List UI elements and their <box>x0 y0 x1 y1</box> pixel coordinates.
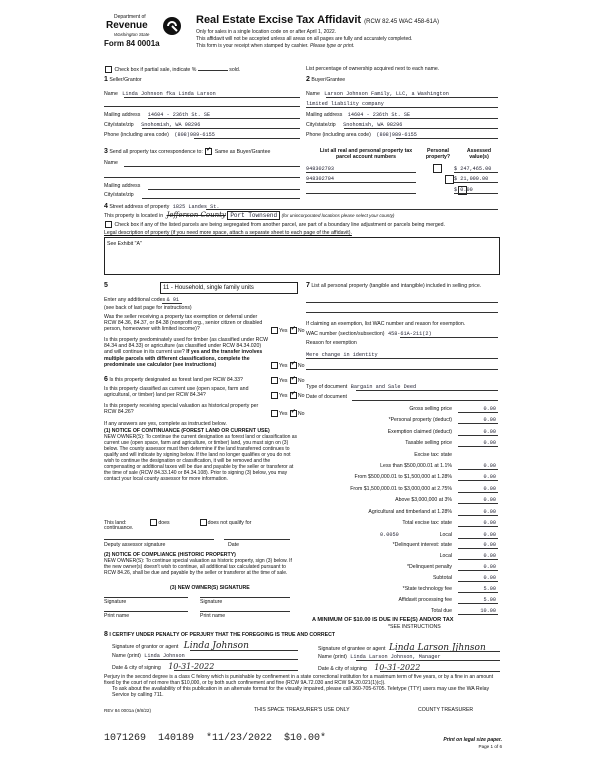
grantor-name[interactable]: Linda Johnson <box>144 653 185 659</box>
calc-label: Taxable selling price <box>405 440 452 447</box>
calc-value[interactable]: 0.00 <box>483 542 496 548</box>
segregated-row: Check box if any of the listed parcels are being segregated from another parcel, are part of a boundary line adjustment or parcels being merged. <box>104 221 504 228</box>
buyer-city-row: City/state/zip Snohomish, WA 98296 <box>306 122 403 128</box>
personal-property-row: 7 List all personal property (tangible and intangible) included in selling price. <box>306 282 482 289</box>
timber-question: Is this property predominately used for timber (as classified under RCW 84.34 and 84.33) or agriculture (as classified under RCW 84.34.020) and will continue in its current use? If yes and the transfer involves multiple parcels with different classifications, complete the predominate use calculator (see instructions) <box>104 337 269 368</box>
grantor-date[interactable]: 10-31-2022 <box>168 662 215 671</box>
calc-label: From $500,000.01 to $1,500,000 at 1.28% <box>354 474 452 481</box>
calc-value[interactable]: 0.00 <box>483 474 496 481</box>
local-label: Local <box>439 532 452 538</box>
legal-description-box[interactable] <box>104 237 500 275</box>
calc-value[interactable]: 0.00 <box>483 485 496 492</box>
wac-row: WAC number (section/subsection) 458-61A-211(2) <box>306 331 432 337</box>
land-does-checkbox[interactable] <box>150 519 157 526</box>
legal-desc-label: Legal description of property (if you need more space, attach a separate sheet to each page of the affidavit). <box>104 230 352 236</box>
calc-value[interactable]: 5.00 <box>483 586 496 592</box>
segregated-checkbox[interactable] <box>105 221 112 228</box>
seller-name-row: Name Linda Johnson fka Linda Larson <box>104 91 216 97</box>
cashier-stamp: 1071269 140189 *11/23/2022 $10.00* <box>104 733 327 744</box>
parcel-number-1[interactable]: 948302703 <box>306 166 335 172</box>
forest-no-checkbox[interactable] <box>290 377 297 384</box>
dept-line1: Department of <box>114 14 146 20</box>
assessed-value-3[interactable]: $ 0.00 <box>454 187 473 193</box>
owner-print-label-1: Print name <box>104 613 130 619</box>
certify-heading: 8 I CERTIFY UNDER PENALTY OF PERJURY THAT THE FOREGOING IS TRUE AND CORRECT <box>104 631 336 638</box>
corr-mailing-label: Mailing address <box>104 183 141 189</box>
calc-label: Less than $500,000.01 at 1.1% <box>380 463 452 469</box>
owner-signature-label-1: Signature <box>104 599 127 605</box>
calc-label: Exemption claimed (deduct) <box>387 428 452 435</box>
exempt-no-checkbox[interactable] <box>290 327 297 334</box>
grantee-signature[interactable]: Linda Larson Jjhnson <box>388 643 486 653</box>
local-value[interactable]: 0.00 <box>483 532 496 538</box>
buyer-name2[interactable]: limited liability company <box>306 101 384 107</box>
calc-label: *State technology fee <box>402 586 452 592</box>
legal-description-value: See Exhibit "A" <box>107 241 142 247</box>
calc-value[interactable]: 0.00 <box>483 564 496 570</box>
calc-value[interactable]: 10.00 <box>480 608 496 614</box>
calc-value[interactable]: 5.00 <box>483 597 496 603</box>
see-instructions: *SEE INSTRUCTIONS <box>388 624 441 630</box>
seller-city-row: City/state/zip Snohomish, WA 98296 <box>104 122 201 128</box>
calc-value[interactable]: 0.00 <box>483 463 496 469</box>
this-land-row: This land: does does not qualify for <box>104 519 252 526</box>
minimum-due: A MINIMUM OF $10.00 IS DUE IN FEE(S) AND/OR TAX <box>312 617 454 623</box>
calc-value[interactable]: 0.00 <box>483 508 496 515</box>
forest-yes-checkbox[interactable] <box>271 377 278 384</box>
partial-sale-checkbox[interactable] <box>105 66 112 73</box>
calc-label: Total excise tax: state <box>402 520 452 526</box>
grantee-date[interactable]: 10-31-2022 <box>374 663 421 672</box>
seller-mailing-row: Mailing address 14604 - 236th St. SE <box>104 112 211 118</box>
calc-label: *Personal property (deduct) <box>388 417 452 424</box>
current-use-no-checkbox[interactable] <box>290 392 297 399</box>
page-number: Page 1 of 6 <box>478 744 502 749</box>
legal-paper-note: Print on legal size paper. <box>443 737 502 743</box>
calc-value[interactable]: 0.00 <box>483 497 496 504</box>
calc-label: Subtotal <box>432 575 452 581</box>
seller-phone-row: Phone (including area code) (808)989-6155 <box>104 132 215 138</box>
exempt-yes-no: Yes ✓ No <box>270 327 305 334</box>
timber-no-checkbox[interactable] <box>290 362 297 369</box>
current-use-question: Is this property classified as current use (open space, farm and agricultural, or timber) land per RCW 84.34? <box>104 386 249 399</box>
buyer-name1[interactable]: Larson Johnson Family, LLC, a Washington <box>324 91 449 97</box>
calc-label: Gross selling price <box>409 406 452 412</box>
form-number: Form 84 0001a <box>104 39 160 48</box>
grantee-date-row: Date & city of signing 10-31-2022 <box>318 663 421 672</box>
corr-name-label: Name <box>104 160 118 166</box>
calc-label: *Delinquent interest: state <box>392 542 452 548</box>
street-address[interactable]: 1825 Landes St. <box>172 204 220 210</box>
calc-value[interactable]: 0.00 <box>483 417 496 424</box>
buyer-mailing-row: Mailing address 14604 - 236th St. SE <box>306 112 411 118</box>
buyer-heading: 2 Buyer/Grantee <box>306 76 346 83</box>
rev-number: REV 84 0001a (9/8/22) <box>104 708 152 713</box>
seller-name[interactable]: Linda Johnson fka Linda Larson <box>122 91 216 97</box>
percent-note: List percentage of ownership acquired next to each name. <box>306 66 440 72</box>
seller-mailing[interactable]: 14604 - 236th St. SE <box>147 112 211 118</box>
grantor-name-row: Name (print) Linda Johnson <box>112 653 185 659</box>
perjury-note: Perjury in the second degree is a class C felony which is punishable by confinement in a state correctional institution for a maximum term of five years, or by a fine in an amount fixed by the court of not more than $10,000, or by both such confinement and fine (RCW 9A.72.030 and RCW 9A.20.021(1)(c)). <box>104 674 494 686</box>
new-owner-heading: (3) NEW OWNER(S) SIGNATURE <box>170 585 250 591</box>
add-codes-value[interactable]: & 91 <box>166 297 180 303</box>
current-use-yes-checkbox[interactable] <box>271 392 278 399</box>
calc-value[interactable]: 0.00 <box>483 428 496 435</box>
calc-value[interactable]: 0.00 <box>483 406 496 412</box>
section5-num: 5 <box>104 282 108 289</box>
wac-number[interactable]: 458-61A-211(2) <box>387 331 432 337</box>
deputy-sig-label: Deputy assessor signature <box>104 542 166 548</box>
forest-yes-no: Yes ✓ No <box>270 377 305 384</box>
reason-value[interactable]: Mere change in identity <box>306 352 378 358</box>
calc-value[interactable]: 0.00 <box>483 520 496 526</box>
assessed-col-header: Assessed value(s) <box>466 148 492 161</box>
local-rate[interactable]: 0.0050 <box>380 532 399 538</box>
same-as-buyer-checkbox[interactable] <box>205 148 212 155</box>
if-yes-note: If any answers are yes, complete as instructed below. <box>104 421 227 427</box>
parcel-number-2[interactable]: 948302704 <box>306 176 335 182</box>
grantee-sig-row: Signature of grantee or agent Linda Larson Jjhnson <box>318 643 486 653</box>
seller-city[interactable]: Snohomish, WA 98296 <box>141 122 201 128</box>
add-codes-row: Enter any additional codes & 91 <box>104 297 180 303</box>
grantee-name[interactable]: Linda Larson Johnson, Manager <box>350 654 441 660</box>
notice1-heading: (1) NOTICE OF CONTINUANCE (FOREST LAND OR CURRENT USE) <box>104 428 270 434</box>
calc-label: Excise tax: state <box>414 451 452 458</box>
seller-phone[interactable]: (808)989-6155 <box>174 132 215 138</box>
land-use-select[interactable] <box>160 282 298 294</box>
calc-label: From $1,500,000.01 to $3,000,000 at 2.75% <box>350 485 452 492</box>
calc-label: Above $3,000,000 at 3% <box>395 497 452 504</box>
dept-line3: Washington State <box>114 32 150 37</box>
historic-question: Is this property receiving special valuation as historical property per RCW 84.26? <box>104 403 259 416</box>
treasurer-only: THIS SPACE TREASURER'S USE ONLY <box>254 707 350 713</box>
dor-logo <box>104 14 184 52</box>
exempt-question: Was the seller receiving a property tax exemption or deferral under RCW 84.36, 84.37, or 84.38 (nonprofit org., senior citizen or disabled person, homeowner with limited income)? <box>104 314 263 333</box>
dept-line2: Revenue <box>106 20 148 31</box>
buyer-phone-row: Phone (including area code) (808)989-6155 <box>306 132 417 138</box>
exempt-claim-label: If claiming an exemption, list WAC number and reason for exemption. <box>306 321 466 327</box>
historic-yes-no: Yes ✓ No <box>270 410 305 417</box>
buyer-name-row: Name Larson Johnson Family, LLC, a Washington <box>306 91 449 97</box>
street-row: 4 Street address of property 1825 Landes St. <box>104 203 220 210</box>
notice2-heading: (2) NOTICE OF COMPLIANCE (HISTORIC PROPERTY) <box>104 552 236 558</box>
assessed-value-2[interactable]: $ 21,000.00 <box>454 176 489 182</box>
doc-date-label: Date of document <box>306 394 347 400</box>
parcel-col-header: List all real and personal property tax parcel account numbers <box>319 148 413 161</box>
grantor-signature[interactable]: Linda Johnson <box>183 641 249 651</box>
continuance-label: continuance. <box>104 525 134 531</box>
personal-property-checkbox-1[interactable] <box>433 164 442 173</box>
calc-label: Affidavit processing fee <box>398 597 452 603</box>
located-city[interactable]: Port Townsend <box>227 211 280 220</box>
county-treasurer: COUNTY TREASURER <box>418 707 474 713</box>
historic-no-checkbox[interactable] <box>290 410 297 417</box>
reason-label: Reason for exemption <box>306 340 357 346</box>
current-use-yes-no: Yes ✓ No <box>270 392 305 399</box>
calc-value[interactable]: 0.00 <box>483 575 496 581</box>
land-does-not-checkbox[interactable] <box>200 519 207 526</box>
corr-city-label: City/state/zip <box>104 192 134 198</box>
buyer-mailing[interactable]: 14604 - 236th St. SE <box>347 112 411 118</box>
historic-yes-checkbox[interactable] <box>271 410 278 417</box>
grantor-sig-row: Signature of grantor or agent Linda Johnson <box>112 641 249 651</box>
doc-type-row: Type of document Bargain and Sale Deed <box>306 384 417 390</box>
located-county-handwritten[interactable]: Jefferson County <box>166 211 226 219</box>
forest-question: 6 Is this property designated as forest land per RCW 84.33? <box>104 376 243 383</box>
calc-value[interactable]: 0.00 <box>483 440 496 447</box>
deputy-date-label: Date <box>228 542 239 548</box>
owner-print-label-2: Print name <box>200 613 226 619</box>
seller-heading: 1 Seller/Grantor <box>104 76 142 83</box>
land-use-value: 11 - Household, single family units <box>163 285 254 291</box>
partial-sale-row: Check box if partial sale, indicate % sold. <box>104 66 240 73</box>
buyer-city[interactable]: Snohomish, WA 98296 <box>343 122 403 128</box>
owner-signature-label-2: Signature <box>200 599 223 605</box>
correspondence-heading: 3 Send all property tax correspondence to: ✓ Same as Buyer/Grantee <box>104 148 270 156</box>
timber-yes-checkbox[interactable] <box>271 362 278 369</box>
timber-yes-no: Yes ✓ No <box>270 362 305 369</box>
header-note3: This form is your receipt when stamped by cashier. Please type or print. <box>196 43 355 49</box>
exempt-yes-checkbox[interactable] <box>271 327 278 334</box>
calc-label: Total due <box>430 608 452 614</box>
calc-label: Local <box>439 553 452 559</box>
personal-col-header: Personal property? <box>425 148 451 161</box>
notice2-body: NEW OWNER(S): To continue special valuation as historic property, sign (3) below. If the new owner(s) doesn't wish to continue, all additional tax calculated pursuant to RCW 84.26, shall be due and payable by the seller or transferor at the time of sale. <box>104 558 292 576</box>
calc-label: Agricultural and timberland at 1.28% <box>368 508 452 515</box>
calc-label: *Delinquent penalty <box>407 564 452 570</box>
buyer-phone[interactable]: (808)989-6155 <box>376 132 417 138</box>
grantor-date-row: Date & city of signing 10-31-2022 <box>112 662 215 671</box>
grantee-name-row: Name (print) Linda Larson Johnson, Manager <box>318 654 441 660</box>
assessed-value-1[interactable]: $ 247,465.00 <box>454 166 492 172</box>
calc-value[interactable]: 0.00 <box>483 553 496 559</box>
header-note2: This affidavit will not be accepted unless all areas on all pages are fully and accurately completed. <box>196 36 413 42</box>
revenue-logo-icon <box>162 16 182 36</box>
alt-format-note: To ask about the availability of this publication in an alternate format for the visually impaired, please call 360-705-6705. Teletype (TTY) users may use the WA Relay Service by calling 711. <box>112 686 490 699</box>
form-title: Real Estate Excise Tax Affidavit (RCW 82.45 WAC 458-61A) <box>196 14 439 26</box>
header-note1: Only for sales in a single location code on or after April 1, 2022. <box>196 29 337 35</box>
doc-type-value[interactable]: Bargain and Sale Deed <box>350 384 417 390</box>
see-back: (see back of last page for instructions) <box>104 305 192 311</box>
located-row: This property is located in Jefferson County Port Townsend (for unincorporated locations please select your county) <box>104 211 395 219</box>
notice1-body: NEW OWNER(S): To continue the current designation as forest land or classification as current use (open space, farm and agriculture, or timber) land, you must sign on (3) below. The county assessor must then determine if the land transferred continues to qualify and will indicate by signing below. If the land no longer qualifies or you do not wish to continue the designation or classification, it will be removed and the compensating or additional taxes will be due and payable by the seller or transferor at the time of sale (RCW 84.33.140 or 84.34.108). Prior to signing (3) below, you may contact your local county assessor for more information. <box>104 434 298 482</box>
